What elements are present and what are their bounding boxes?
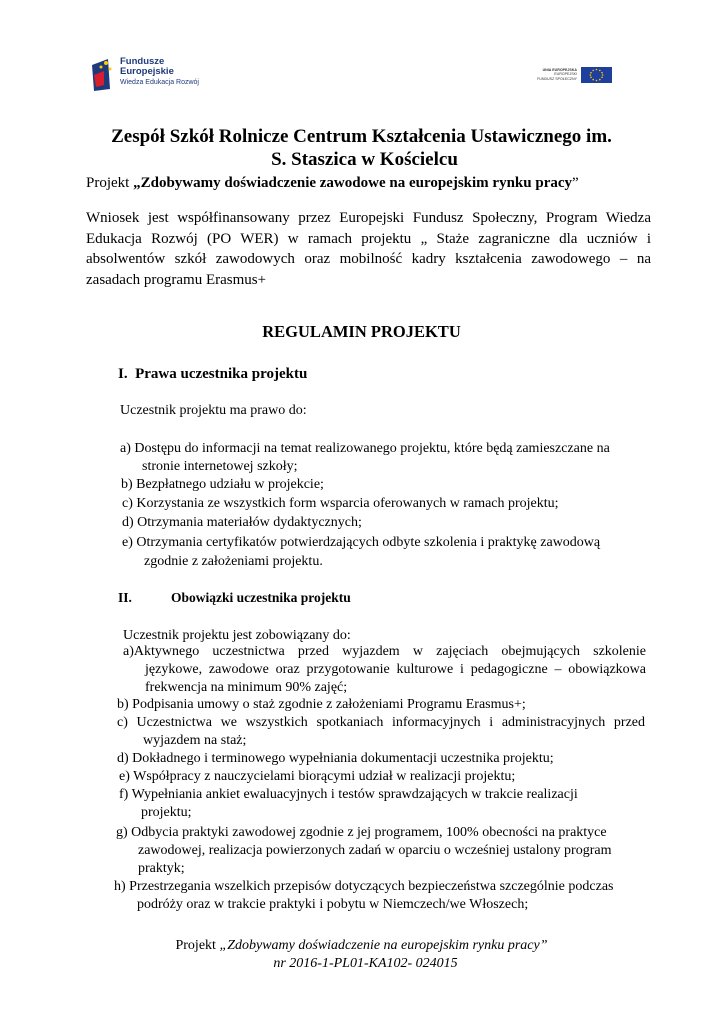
section1-heading [118,366,307,383]
project-suffix: ” [572,175,579,191]
project-line [86,175,579,192]
fe-logo-line2: Europejskie [120,66,174,77]
project-prefix: Projekt [86,175,134,191]
eu-logo-line3: FUNDUSZ SPOŁECZNY [537,76,577,81]
intro-line: absolwentów szkół zawodowych oraz mobilność kadry kształcenia zawodowego – na [86,251,651,268]
section2-heading [118,590,351,606]
section2-item: frekwencja na minimum 90% zajęć; [145,680,348,695]
school-title-line2: S. Staszica w Kościelcu [271,149,458,170]
school-title-line1: Zespół Szkół Rolnicze Centrum Kształcenia Ustawicznego im. [111,126,612,147]
section2-item: c) Uczestnictwa we wszystkich spotkaniach informacyjnych i administracyjnych przed [117,715,645,730]
footer-prefix: Projekt [175,938,220,953]
section2-item: e) Współpracy z nauczycielami biorącymi udział w realizacji projektu; [119,769,516,784]
eu-logo-line1: UNIA EUROPEJSKA [542,68,577,72]
intro-line: Edukacja Rozwój (PO WER) w ramach projektu „ Staże zagraniczne dla uczniów i [86,230,651,247]
section2-item: zawodowej, realizacja powierzonych zadań w oparciu o wcześniej ustalony program [138,843,612,858]
section1-item: d) Otrzymania materiałów dydaktycznych; [122,515,362,530]
section2-item: g) Odbycia praktyki zawodowej zgodnie z jej programem, 100% obecności na praktyce [116,825,607,840]
section2-title: Obowiązki uczestnika projektu [171,590,351,605]
section1-item: stronie internetowej szkoły; [142,459,298,474]
section2-item: h) Przestrzegania wszelkich przepisów dotyczących bezpieczeństwa szczególnie podczas [114,879,614,894]
project-name: „Zdobywamy doświadczenie zawodowe na europejskim rynku pracy [133,175,573,191]
section2-item: wyjazdem na staż; [143,733,247,748]
section2-number: II. [118,590,132,605]
section1-item: e) Otrzymania certyfikatów potwierdzających odbyte szkolenia i praktykę zawodową [122,535,601,550]
intro-line: zasadach programu Erasmus+ [86,272,267,289]
footer-project-number: nr 2016-1-PL01-KA102- 024015 [273,956,458,971]
fundusze-europejskie-logo-text [120,57,199,88]
section1-item: zgodnie z założeniami projektu. [144,554,323,569]
section1-number: I. [118,366,128,382]
school-title [0,125,723,171]
eu-logo-text [525,68,577,81]
section1-intro: Uczestnik projektu ma prawo do: [120,403,307,418]
footer-project-name: „Zdobywamy doświadczenie na europejskim rynku pracy” [219,938,548,953]
section2-item: a)Aktywnego uczestnictwa przed wyjazdem w zajęciach obejmujących szkolenie [123,644,646,659]
fe-logo-line3: Wiedza Edukacja Rozwój [120,79,199,86]
eu-logo-line2: EUROPEJSKI [554,72,577,77]
intro-line: Wniosek jest współfinansowany przez Europejski Fundusz Społeczny, Program Wiedza [86,210,651,226]
section2-item: d) Dokładnego i terminowego wypełniania dokumentacji uczestnika projektu; [117,751,554,766]
fe-logo-line1: Fundusze [120,56,165,67]
section2-item: podróży oraz w trakcie praktyki i pobytu w Niemczech/we Włoszech; [137,897,529,912]
section2-item: językowe, zawodowe oraz przygotowanie kulturowe i pedagogiczne – obowiązkowa [145,662,646,677]
section2-item: praktyk; [138,861,185,876]
section2-item: b) Podpisania umowy o staż zgodnie z założeniami Programu Erasmus+; [117,697,526,712]
section2-item: f) Wypełniania ankiet ewaluacyjnych i testów sprawdzających w trakcie realizacji [119,787,578,802]
section2-intro: Uczestnik projektu jest zobowiązany do: [123,628,351,643]
footer-line1 [0,937,723,955]
section1-title: Prawa uczestnika projektu [135,366,308,382]
eu-flag-icon [581,67,612,83]
section2-item: projektu; [141,805,192,820]
section1-item: c) Korzystania ze wszystkich form wsparcia oferowanych w ramach projektu; [122,496,559,511]
page-footer [0,937,723,973]
section1-item: a) Dostępu do informacji na temat realizowanego projektu, które będą zamieszczane na [120,441,610,456]
regulamin-heading: REGULAMIN PROJEKTU [262,322,461,341]
section1-item: b) Bezpłatnego udziału w projekcie; [121,477,324,492]
intro-paragraph [86,208,651,291]
